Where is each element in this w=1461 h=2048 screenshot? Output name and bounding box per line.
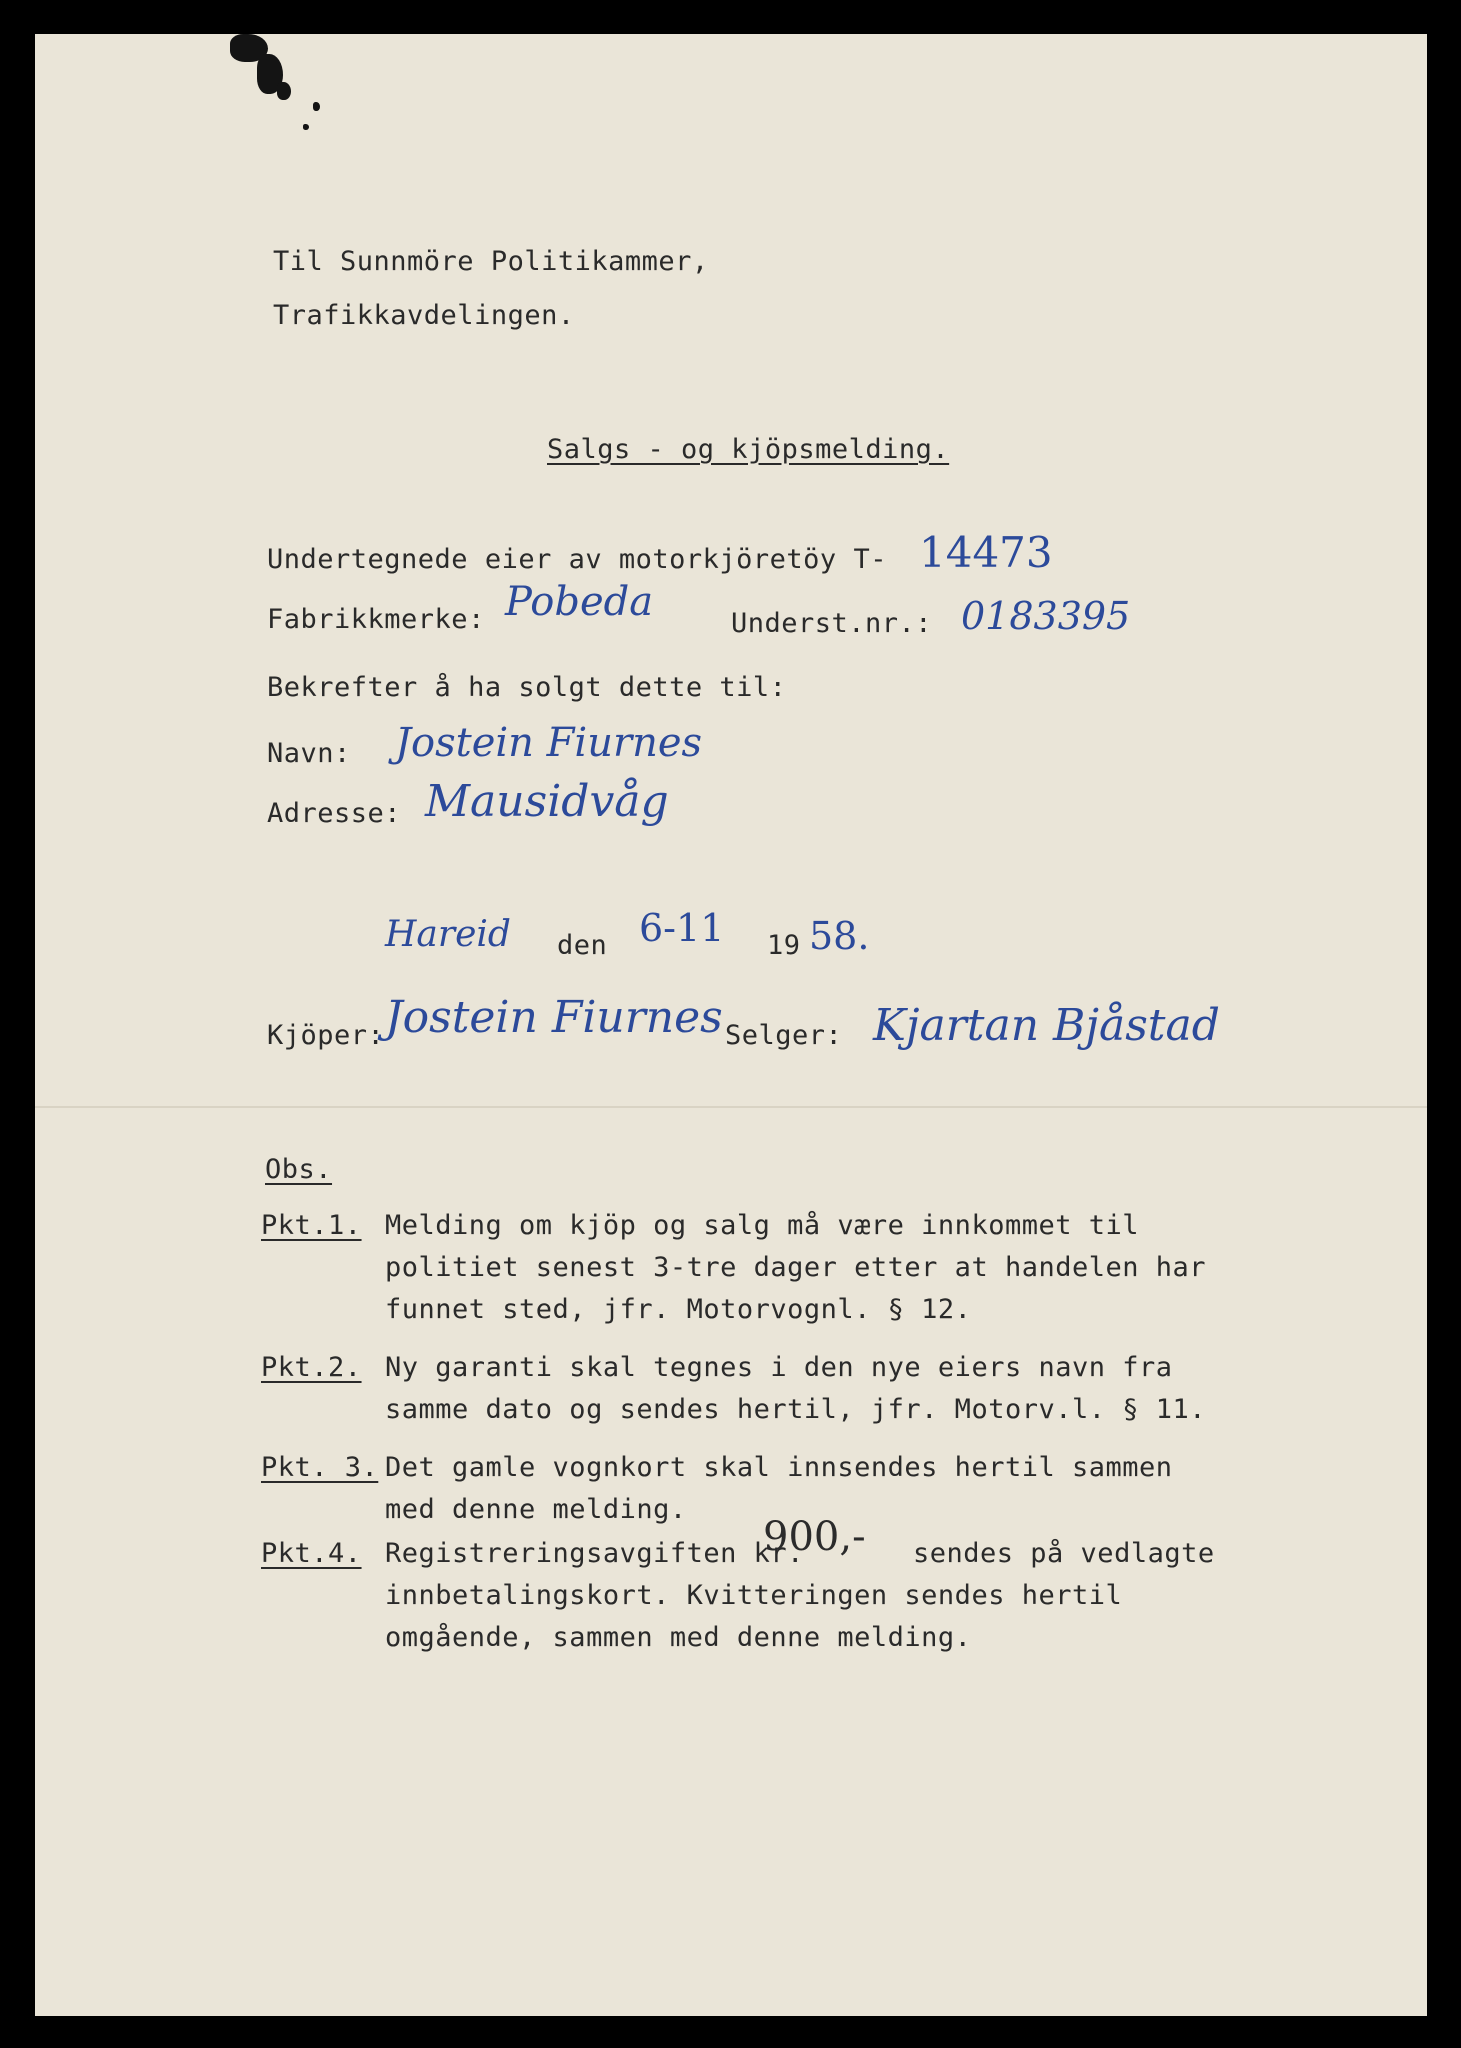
make-label: Fabrikkmerke: [267,604,485,635]
pkt-1-line-2: politiet senest 3-tre dager etter at handelen har [385,1252,1207,1283]
buyer-signature-label: Kjöper: [267,1020,385,1051]
document-title: Salgs - og kjöpsmelding. [547,434,950,465]
fold-line [35,1106,1427,1108]
pkt-4-label: Pkt.4. [261,1538,362,1569]
year-suffix: 58. [809,914,870,958]
pkt-1-line-3: funnet sted, jfr. Motorvognl. § 12. [385,1294,972,1325]
confirm-text: Bekrefter å ha solgt dette til: [267,672,787,703]
chassis-number: 0183395 [961,594,1131,638]
pkt-4-line-3: omgående, sammen med denne melding. [385,1622,972,1653]
seller-signature-label: Selger: [725,1020,843,1051]
ink-blot [313,102,320,111]
year-prefix: 19 [767,930,801,961]
date-den: den [557,930,608,961]
pkt-3-line-2: med denne melding. [385,1494,687,1525]
document-sheet [35,34,1427,2016]
owner-label: Undertegnede eier av motorkjöretöy T- [267,544,887,575]
recipient-line-2: Trafikkavdelingen. [273,300,575,331]
pkt-4-line-1: Registreringsavgiften kr. [385,1538,804,1569]
pkt-3-line-1: Det gamle vognkort skal innsendes hertil sammen [385,1452,1173,1483]
buyer-signature: Jostein Fiurnes [385,992,723,1043]
pkt-4-line-2: innbetalingskort. Kvitteringen sendes hertil [385,1580,1123,1611]
fee-amount: 900,- [763,1514,866,1560]
place: Hareid [385,914,511,955]
registration-number: 14473 [919,528,1053,577]
pkt-4-line-1-end: sendes på vedlagte [913,1538,1215,1569]
seller-signature: Kjartan Bjåstad [873,1000,1220,1051]
chassis-label: Underst.nr.: [731,608,933,639]
pkt-1-label: Pkt.1. [261,1210,362,1241]
buyer-name: Jostein Fiurnes [395,720,703,766]
pkt-2-line-1: Ny garanti skal tegnes i den nye eiers navn fra [385,1352,1173,1383]
pkt-2-line-2: samme dato og sendes hertil, jfr. Motorv.l. § 11. [385,1394,1207,1425]
pkt-3-label: Pkt. 3. [261,1452,379,1483]
name-label: Navn: [267,738,351,769]
pkt-2-label: Pkt.2. [261,1352,362,1383]
pkt-1-line-1: Melding om kjöp og salg må være innkommet til [385,1210,1139,1241]
recipient-line-1: Til Sunnmöre Politikammer, [273,246,709,277]
ink-blot [277,82,291,100]
buyer-address: Mausidvåg [425,776,669,827]
address-label: Adresse: [267,798,402,829]
make-value: Pobeda [505,579,654,625]
ink-blot [303,124,309,130]
obs-heading: Obs. [265,1154,333,1185]
date-day-month: 6-11 [639,906,725,950]
